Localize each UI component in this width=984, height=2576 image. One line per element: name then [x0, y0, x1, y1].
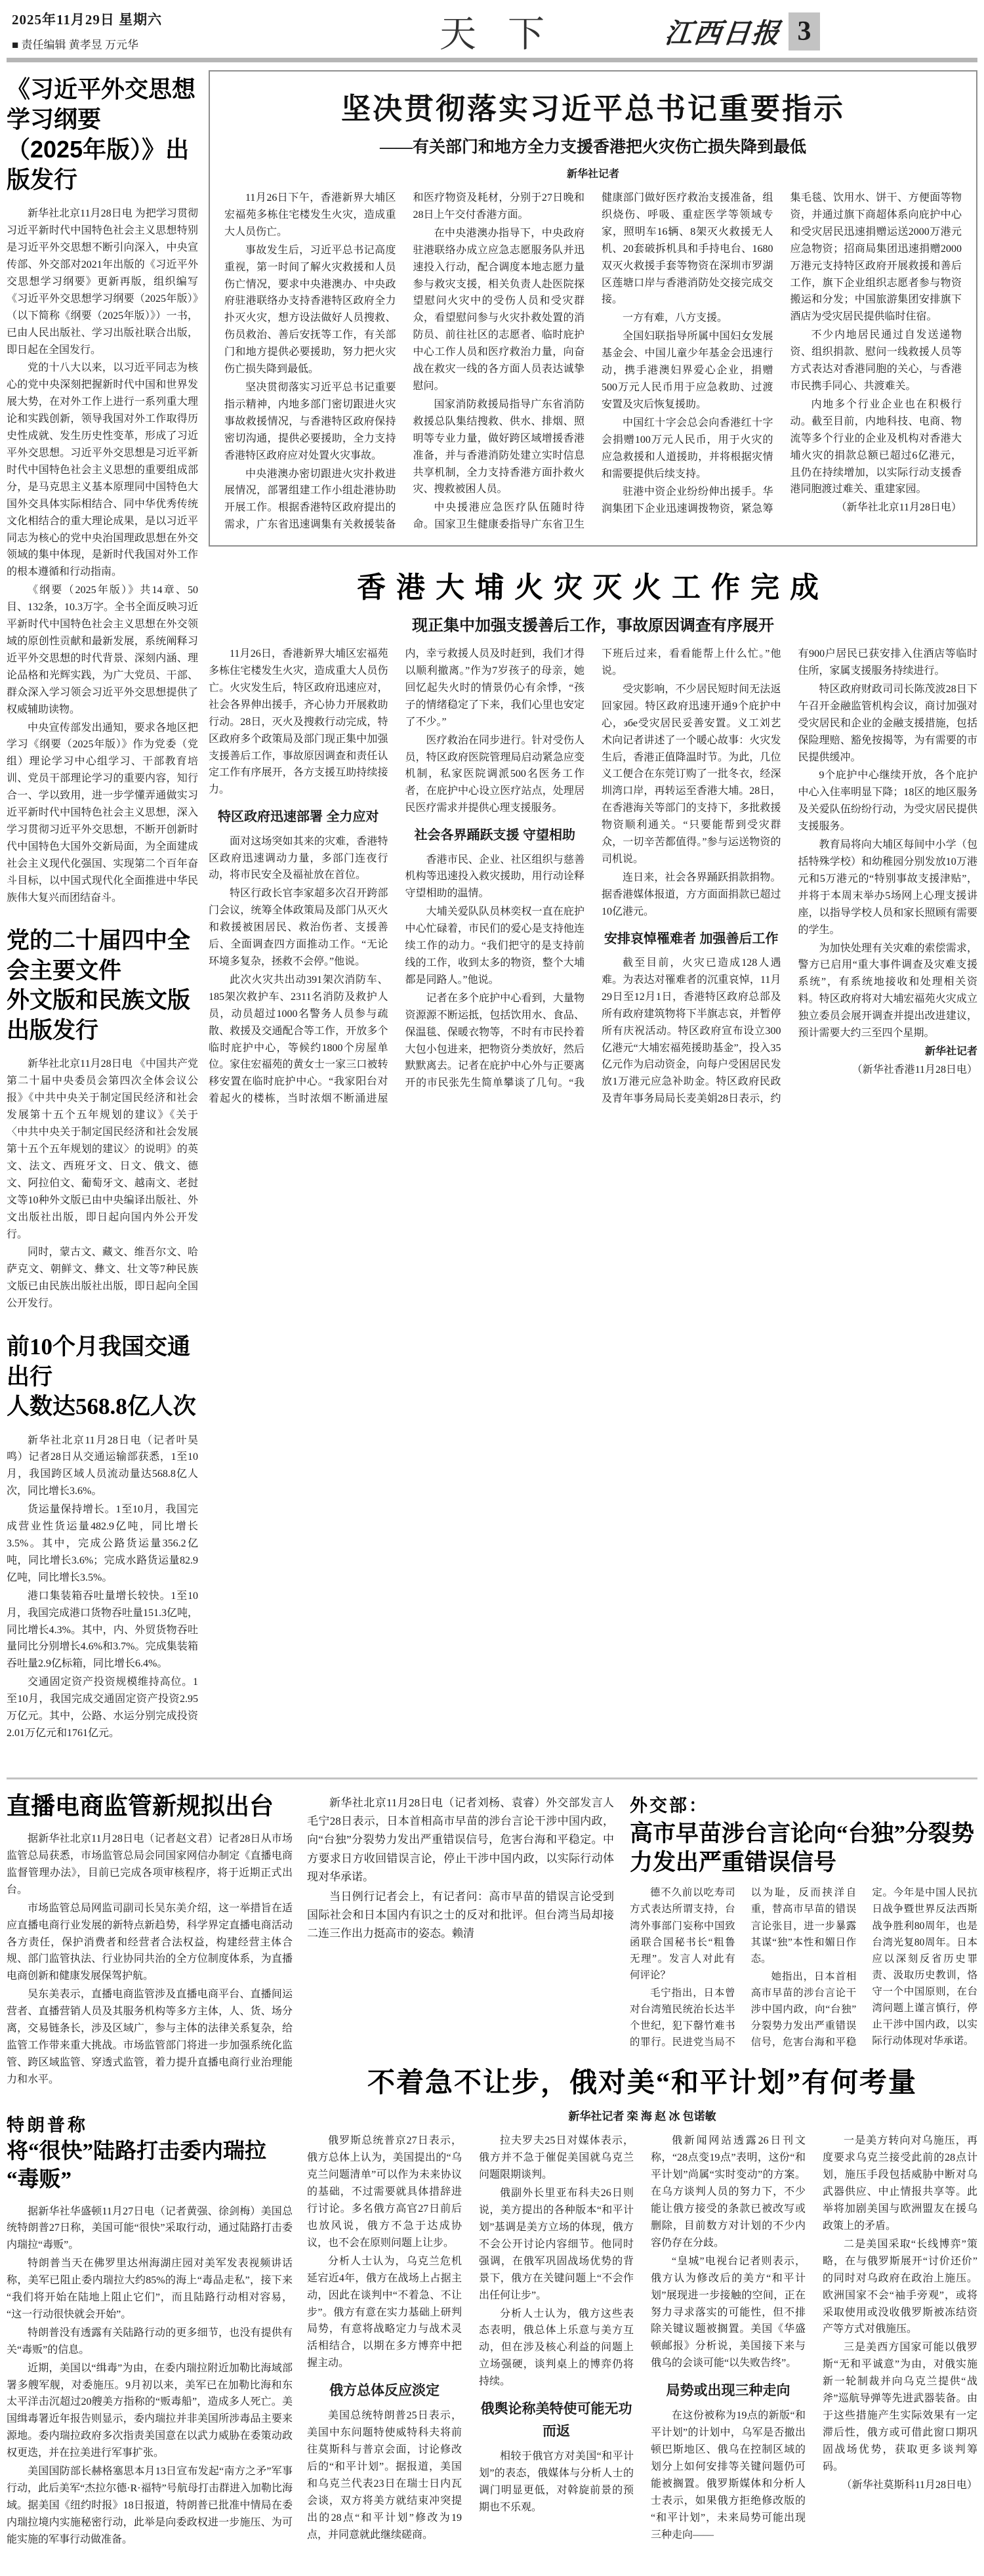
mofa-headline: 高市早苗涉台言论向“台独”分裂势力发出严重错误信号 [630, 1820, 975, 1875]
article-body [307, 2132, 977, 2543]
article-headline: 直播电商监管新规拟出台 [7, 1792, 274, 1819]
article-paragraph: 美国总统特朗普25日表示，美国中东问题特使威特科夫将前往莫斯科与普京会面，讨论修改后的“和平计划”。据报道，美国和乌克兰代表23日在瑞士日内瓦会谈，双方将美方就结束冲突提出的28点“和平计划”修改为19点，并同意就此继续磋商。 [307, 2410, 462, 2541]
article-transport [7, 1332, 198, 1742]
mofa-lead-column [307, 1791, 614, 2051]
article-paragraph: 新华社北京11月28日电 为把学习贯彻习近平新时代中国特色社会主义思想特别是习近平外交思想不断引向深入，中央宣传部、外交部对2021年出版的《习近平外交思想学习纲要》更新再版，组织编写《习近平外交思想学习纲要（2025年版）》（以下简称《纲要（2025年版）》）一书，已由人民出版社、学习出版社联合出版，即日起在全国发行。 [7, 208, 198, 356]
article-paragraph: 香港市民、企业、社区组织与慈善机构等迅速投入救灾援助，用行动诠释守望相助的温情。 [405, 854, 584, 900]
mofa-kicker: 外交部： [630, 1795, 708, 1816]
article-paragraph: 坚决贯彻落实习近平总书记重要指示精神，内地多部门密切跟进火灾事故救援情况，与香港特区政府保持密切沟通，提供必要援助，全力支持香港特区政府应对处置火灾事故。 [224, 381, 396, 461]
headline-line1: 《习近平外交思想学习纲要 [7, 75, 196, 133]
article-body [7, 2203, 293, 2548]
article-russia [307, 2061, 977, 2543]
article-paragraph: 拉夫罗夫25日对媒体表示，俄方并不急于催促美国就乌克兰问题限期谈判。 [479, 2135, 634, 2181]
newspaper-logo: 江西日报 [663, 19, 782, 49]
article-study-outline [7, 74, 198, 906]
article-headline [7, 926, 198, 1045]
article-paragraph: 受灾影响，不少居民短时间无法返回家园。特区政府迅速开通9个庇护中心，збе受灾居民妥善安置。义工刘艺术向记者讲述了一个暖心故事：火灾发生后，香港正值降温时节。为此，几位义工便合在东莞订购了一批冬衣，经深圳湾口岸，再转运至香港大埔。28日，在香港海关等部门的支持下，多批救援物资顺利通关。“只要能帮到受灾群众，一切辛苦都值得。”参与运送物资的司机说。 [602, 683, 781, 865]
hk-headline: 香港大埔火灾灭火工作完成 [357, 571, 829, 604]
article-paragraph: 一方有难，八方支援。 [623, 312, 728, 324]
article-paragraph: 同时，蒙古文、藏文、维吾尔文、哈萨克文、朝鲜文、彝文、壮文等7种民族文版已由民族出版社出版，即日起向全国公开发行。 [7, 1247, 198, 1310]
article-paragraph: 吴东美表示，直播电商监管涉及直播电商平台、直播间运营者、直播营销人员及其服务机构等多方主体，人、货、场分离，交易链条长，涉及区域广，参与主体的法律关系复杂，给监管工作带来重大挑战。市场监管部门将进一步加强系统化监管、跨区域监管、穿透式监管，着力提升直播电商行业治理能力和水平。 [7, 1989, 293, 2085]
article-paragraph: 分析人士认为，乌克兰危机延宕近4年，俄方在战场上占据主动，因此在谈判中“不着急、不让步”。俄方有意在实力基础上研判局势，有意将战略定力与战术灵活相结合，以期在多方博弈中把握主动。 [307, 2255, 462, 2369]
article-body [224, 190, 962, 533]
main-subtitle: ——有关部门和地方全力支援香港把火灾伤亡损失降到最低 [379, 138, 806, 156]
article-subhead: 局势或出现三种走向 [666, 2383, 790, 2399]
article-headline [7, 74, 198, 195]
russia-headline: 不着急不让步，俄对美“和平计划”有何考量 [367, 2068, 917, 2099]
header-divider [7, 58, 977, 62]
article-paragraph: 截至目前，火灾已造成128人遇难。为表达对罹难者的沉重哀悼，11月29日至12月1日，香港特区政府总部及所有政府建筑物将下半旗志哀，并暂停所有庆祝活动。特区政府宣布设立300亿港元“大埔宏福苑援助基金”，投入35亿元作为启动资金，向每户受困居民发放1万港元应急补助金。特区政府民政及青年事务局局长麦美娟28日表示，约有900户居民已获安排入住酒店等临时住所，家属支援服务持续进行。 [602, 648, 977, 1105]
article-body [7, 1056, 198, 1312]
article-paragraph: 相较于俄官方对美国“和平计划”的表态，俄媒体与分析人士的调门明显更低，对斡旋前景的预期也不乐观。 [479, 2451, 634, 2513]
article-paragraph: 9个庇护中心继续开放，各个庇护中心入住率明显下降；18区的地区服务及关爱队伍纷纷行动，为受灾居民提供支援服务。 [798, 770, 977, 833]
page-number-badge: 3 [789, 12, 820, 51]
article-plenum-docs [7, 926, 198, 1312]
article-paragraph: 《纲要（2025年版）》共14章、50目、132条，10.3万字。全书全面反映习近平新时代中国特色社会主义思想在外交领域的原创性贡献和最新发展，系统阐释习近平外交思想的时代背景、深刻内涵、理论品格和光辉实践，为广大党员、干部、群众深入学习领会习近平外交思想提供了权威辅助读物。 [7, 585, 199, 715]
article-mofa [307, 1791, 977, 2051]
article-paragraph: 驻港中资企业纷纷伸出援手。华润集团下企业迅速调拨物资，紧急筹集毛毯、饮用水、饼干、方便面等物资，并通过旗下商超体系向庇护中心和受灾居民迅速捐赠运送2000万港元应急物资；招商局集团迅速捐赠2000万港元支持特区政府开展救援和善后工作，旗下企业组织志愿者参与物资搬运和分发；中国旅游集团安排旗下酒店为受灾居民提供临时住宿。 [602, 192, 962, 515]
page-header [7, 5, 977, 56]
article-body [7, 205, 198, 906]
article-paragraph: 近期，美国以“缉毒”为由，在委内瑞拉附近加勒比海域部署多艘军舰，对委施压。9月初以来，美军已在加勒比海和东太平洋击沉超过20艘美方指称的“贩毒船”，造成多人死亡。美国缉毒署近年报告则显示，委内瑞拉并非美国所涉毒品主要来源地。委内瑞拉政府多次指责美国意在以武力威胁在委策动政权更迭，并在拉美进行军事扩张。 [7, 2362, 293, 2459]
article-paragraph: 货运量保持增长。1至10月，我国完成营业性货运量482.9亿吨，同比增长3.5%。其中，完成公路货运量356.2亿吨，同比增长3.6%；完成水路货运量82.9亿吨，同比增长3.5%。 [7, 1504, 198, 1583]
article-paragraph: 中央援港应急医疗队伍随时待命。国家卫生健康委指导广东省卫生健康部门做好医疗救治支援准备，组织烧伤、呼吸、重症医学等领域专家，照明车16辆、8架灭火救援无人机、20套破拆机具和手持电台、1680双灭火救援手套等物资在深圳市罗湖区莲塘口岸与香港消防处交接完成交接。 [413, 192, 773, 531]
article-headline: 将“很快”陆路打击委内瑞拉“毒贩” [7, 2139, 266, 2192]
date-line: 2025年11月29日 星期六 [12, 12, 163, 28]
article-body [7, 1831, 293, 2088]
article-paragraph: 在中央港澳办指导下，中央政府驻港联络办成立应急志愿服务队并迅速投入行动，配合调度本地志愿力量参与救灾支援，相关负责人赴医院探望慰问火灾中的受伤人员和受灾群众，看望慰问参与火灾扑救处置的消防员、前往社区的志愿者、临时庇护中心工作人员和医疗救治力量，向奋战在救灾一线的各方面人员表达诚挚慰问。 [413, 227, 584, 392]
dateline: （新华社香港11月28日电） [851, 1064, 977, 1075]
article-paragraph: 为加快处理有关灾难的索偿需求，警方已启用“重大事件调查及灾难支援系统”，有系统地接收和处理相关资料。特区政府将对大埔宏福苑火灾成立独立委员会展开调查并提出改进建议，预计需要大约三至四个星期。 [798, 942, 977, 1039]
article-body [7, 1432, 198, 1742]
article-paragraph: 特区政府财政司司长陈茂波28日下午召开金融监管机构会议，商讨加强对受灾居民和企业的金融支援措施，包括保险理赔、豁免按揭等，为有需要的市民提供缓冲。 [798, 683, 977, 763]
article-paragraph: 三是美西方国家可能以俄罗斯“无和平诚意”为由，对俄实施新一轮制裁并向乌克兰提供“战斧”巡航导弹等先进武器装备。由于这些措施产生实际效果有一定滞后性，俄方或可借此窗口期巩固战场优势，获取更多谈判筹码。 [823, 2342, 977, 2472]
headline-line2: 人数达568.8亿人次 [7, 1394, 196, 1420]
article-paragraph: 特朗普没有透露有关陆路行动的更多细节，也没有提供有关“毒贩”的信息。 [7, 2327, 293, 2356]
article-paragraph: 国家消防救援局指导广东省消防救援总队集结搜救、供水、排烟、照明等专业力量，做好跨区域增援香港准备，并与香港消防处建立实时信息共享机制，全力支持香港方面扑救火灾、搜救被困人员。 [413, 398, 584, 495]
article-paragraph: 据新华社华盛顿11月27日电（记者黄强、徐剑梅）美国总统特朗普27日称，美国可能“很快”采取行动，通过陆路打击委内瑞拉“毒贩”。 [7, 2205, 293, 2251]
article-paragraph: 特朗普当天在佛罗里达州海湖庄园对美军发表视频讲话称，美军已阻止委内瑞拉大约85%的海上“毒品走私”，接下来“我们将开始在陆地上阻止它们”，而且陆路行动相对容易，“这一行动很快就会开始”。 [7, 2258, 293, 2320]
article-paragraph: 美国国防部长赫格塞思本月13日宣布发起“南方之矛”军事行动，此后美军“杰拉尔德·R·福特”号航母打击群进入加勒比海域。据美国《纽约时报》18日报道，特朗普已批准中情局在委内瑞拉境内实施秘密行动，此举是向委政权进一步施压、为可能实施的军事行动做准备。 [7, 2466, 293, 2545]
bottom-left-rail [7, 1791, 293, 2571]
article-paragraph: 新华社记者 [924, 1045, 977, 1057]
article-paragraph: 中央港澳办密切跟进火灾扑救进展情况，部署组建工作小组赴港协助开展工作。根据香港特区政府提出的需求，广东省迅速调集有关救援装备和医疗物资及耗材，分别于27日晚和28日上午交付香港方面。 [224, 192, 584, 531]
article-paragraph: 分析人士认为，俄方这些表态表明，俄总体上乐意与美方互动，但在涉及核心利益的问题上立场强硬，谈判桌上的博弈仍将持续。 [479, 2308, 634, 2388]
mofa-headline-block [630, 1791, 977, 2051]
article-body [630, 1884, 977, 2050]
hk-subtitle: 现正集中加强支援善后工作，事故原因调查有序展开 [412, 617, 774, 635]
main-headline: 坚决贯彻落实习近平总书记重要指示 [340, 92, 845, 125]
article-subhead: 安排哀悼罹难者 加强善后工作 [604, 931, 779, 946]
article-paragraph: 俄罗斯总统普京27日表示，俄方总体上认为，美国提出的“乌克兰问题清单”可以作为未来协议的基础，不过需要就具体措辞进行讨论。多名俄方高官27日前后也放风说，俄方不急于达成协议，也不会在原则问题上让步。 [307, 2135, 462, 2249]
main-byline: 新华社记者 [566, 169, 619, 180]
article-paragraph: 教育局将向大埔区每间中小学（包括特殊学校）和幼稚园分别发放10万港元和5万港元的“特别事故支援津贴”，并将于本周末举办5场网上心理支援讲座，以指导学校人员和家长照顾有需要的学生。 [798, 839, 977, 936]
article-trump [7, 2111, 293, 2548]
article-paragraph: 面对这场突如其来的灾难，香港特区政府迅速调动力量，多部门连夜行动，将市民安全及福祉放在首位。 [209, 835, 388, 881]
left-rail [7, 70, 198, 1762]
article-paragraph: 大埔关爱队队员林奕权一直在庇护中心忙碌着，市民们的爱心是支持他连续工作的动力。“我们把守的是支持前线的工作，收到太多的物资，整个大埔都是同路人。”他说。 [405, 906, 584, 986]
article-paragraph: 内地多个行业企业也在积极行动。截至目前，内地科技、电商、物流等多个行业的企业及机构对香港大埔火灾的捐款总额已超过6亿港元，且仍在持续增加，以实际行动支援香港同胞渡过难关、重建家园。 [790, 398, 962, 495]
article-body [209, 646, 977, 1108]
lower-region [7, 1791, 977, 2571]
dateline: （新华社莫斯科11月28日电） [841, 2479, 977, 2491]
article-paragraph: 俄新闻网站透露26日刊文称，“28点变19点”表明，这份“和平计划”尚属“实时变动”的方案。在乌方谈判人员的努力下，不少能让俄方接受的条款已被改写或删除，目前数方对计划的不少内容仍存在分歧。 [651, 2135, 806, 2249]
article-paragraph: 特区行政长官李家超多次召开跨部门会议，统筹全体政策局及部门从灭火和救援被困居民、救治伤者、支援善后、全面调查四方面推动工作。“无论环境多复杂，拯救不会停。”他说。 [209, 888, 388, 968]
headline-line2: 外文版和民族文版出版发行 [7, 987, 191, 1043]
article-paragraph: 新华社北京11月28日电 《中国共产党第二十届中央委员会第四次全体会议公报》《中共中央关于制定国民经济和社会发展第十五个五年规划的建议》《关于〈中共中央关于制定国民经济和社会发展第十五个五年规划的建议〉的说明》的英文、法文、西班牙文、日文、俄文、德文、阿拉伯文、葡萄牙文、越南文、老挝文等10种外文版已由中央编译出版社、外文出版社出版，即日起向国内外公开发行。 [7, 1058, 198, 1240]
russia-byline: 新华社记者 栾 海 赵 冰 包诺敏 [568, 2110, 716, 2123]
article-paragraph: 当日例行记者会上，有记者问：高市早苗的错误言论受到国际社会和日本国内有识之士的反对和批评。但台湾当局却接二连三作出力挺高市的姿态。赖清 [307, 1890, 614, 1940]
article-livestream [7, 1791, 293, 2088]
article-paragraph: 新华社北京11月28日电（记者叶昊鸣）记者28日从交通运输部获悉，1至10月，我国跨区域人员流动量达568.8亿人次，同比增长3.6%。 [7, 1434, 198, 1497]
article-subhead: 俄舆论称美特使可能无功而返 [480, 2401, 632, 2440]
article-paragraph: 全国妇联指导所属中国妇女发展基金会、中国儿童少年基金会迅速行动，携手港澳妇界爱心企业，捐赠500万元人民币用于应急救助、过渡安置及灾后恢复援助。 [602, 331, 773, 410]
headline-line1: 党的二十届四中全会主要文件 [7, 928, 191, 984]
article-paragraph: 中央宣传部发出通知，要求各地区把学习《纲要（2025年版）》作为党委（党组）理论学习中心组学习、干部教育培训、党员干部理论学习的重要内容，知行合一、学以致用，进一步学懂弄通做实习近平新时代中国特色社会主义思想，深入学习贯彻习近平外交思想，不断开创新时代中国特色大国外交新局面，为全面建成社会主义现代化强国、实现第二个百年奋斗目标，以中国式现代化全面推进中华民族伟大复兴而团结奋斗。 [7, 722, 198, 904]
article-paragraph: 此次火灾共出动391架次消防车、185架次救护车、2311名消防及救护人员，动员超过1000名警务人员参与疏散、救援及交通配合等工作，开放多个临时庇护中心，等候约1800个房屋单位。家住宏福苑的黄女士一家三口被转移安置在临时庇护中心。“我家阳台对着起火的楼栋，当时浓烟不断涌进屋内，幸亏救援人员及时赶到，我们才得以顺利撤离。”作为7岁孩子的母亲，她回忆起失火时的情景仍心有余悸，“孩子的情绪稳定了下来，我们心里也安定了不少。” [209, 648, 584, 1105]
dateline: （新华社北京11月28日电） [836, 502, 962, 514]
article-paragraph: 俄副外长里亚布科夫26日则说，美方提出的各种版本“和平计划”基调是美方立场的体现，俄方不会公开讨论内容细节。他同时强调，在俄军巩固战场优势的背景下，俄方在关键问题上“不会作出任何让步”。 [479, 2188, 634, 2301]
article-paragraph: 一是美方转向对乌施压，再度要求乌克兰接受此前的28点计划，施压手段包括威胁中断对乌武器供应、中止情报共享等。此举将加剧美国与欧洲盟友在援乌政策上的矛盾。 [823, 2135, 977, 2232]
header-right [665, 12, 820, 51]
article-paragraph: 医疗救治在同步进行。针对受伤人员，特区政府医院管理局启动紧急应变机制，私家医院调派500名医务工作者，在庇护中心设立医疗站点，处理居民医疗需求并提供心理支援服务。 [405, 734, 584, 814]
article-paragraph: 二是美国采取“长线博弈”策略，在与俄罗斯展开“讨价还价”的同时对乌政府在政治上施压。欧洲国家不会“袖手旁观”，或将采取使用或没收俄罗斯被冻结资产等方式对俄施压。 [823, 2238, 977, 2335]
article-subhead: 社会各界踊跃支援 守望相助 [414, 828, 576, 843]
section-title: 天下 [440, 14, 576, 55]
main-column [209, 70, 977, 1762]
article-paragraph: 11月26日，香港新界大埔区宏福苑多栋住宅楼发生火灾，造成重大人员伤亡。火灾发生后，特区政府迅速应对，社会各界伸出援手，齐心协力开展救助行动。28日，灭火及搜救行动完成，特区政府多个政策局及部门现正集中加强支援善后工作，事故原因调查和责任认定工作有序展开，各方支援互助持续接力。 [209, 648, 388, 796]
article-paragraph: 据新华社北京11月28日电（记者赵文君）记者28日从市场监管总局获悉，市场监管总局会同国家网信办制定《直播电商监督管理办法》，目前已完成各项审核程序，将于近期正式出台。 [7, 1833, 293, 1896]
article-main-story [209, 70, 977, 547]
article-paragraph: 记者在多个庇护中心看到，大量物资源源不断运抵，包括饮用水、食品、保温毯、保暖衣物等，不时有市民拎着大包小包进来，把物资分类放好，然后默默离去。记者在庇护中心外与正要离开的市民张先生简单攀谈了几句。“我下班后过来，看看能帮上什么忙。”他说。 [405, 648, 781, 1089]
article-paragraph: 毛宁指出，日本曾对台湾殖民统治长达半个世纪，犯下罄竹难书的罪行。民进党当局不以为耻，反而挟洋自重，替高市早苗的错误言论张目，进一步暴露其谋“独”本性和媚日作态。 [630, 1887, 857, 2048]
upper-region [7, 70, 977, 1762]
headline-line2: （2025年版）》出版发行 [7, 136, 190, 194]
article-paragraph: 港口集装箱吞吐量增长较快。1至10月，我国完成港口货物吞吐量151.3亿吨，同比增长4.3%。其中，内、外贸货物吞吐量同比分别增长4.6%和3.7%。完成集装箱吞吐量2.9亿标箱，同比增长6.4%。 [7, 1590, 199, 1670]
section-divider [7, 1777, 977, 1779]
editor-line: ■ 责任编辑 黄孝昱 万元华 [12, 39, 139, 51]
article-paragraph: 党的十八大以来，以习近平同志为核心的党中央深刻把握新时代中国和世界发展大势，在对外工作上进行一系列重大理论和实践创新，领导我国对外工作取得历史性成就、发生历史性变革，形成了习近平外交思想。习近平外交思想是习近平新时代中国特色社会主义思想的重要组成部分，是马克思主义基本原理同中国特色大国外交具体实际相结合、同中华优秀传统文化相结合的重大理论成果，是以习近平同志为核心的党中央治国理政思想在外交领域的集中体现，是新时代我国对外工作的根本遵循和行动指南。 [7, 362, 198, 578]
article-paragraph: 德不久前以吃寿司方式表达所谓支持，台湾外事部门妄称中国致函联合国秘书长“粗鲁无理”。发言人对此有何评论？ [630, 1887, 735, 1981]
bottom-right-region [307, 1791, 977, 2571]
article-paragraph: 新华社北京11月28日电（记者刘杨、袁睿）外交部发言人毛宁28日表示，日本首相高市早苗的涉台言论干涉中国内政，向“台独”分裂势力发出严重错误信号，危害台海和平稳定。中方要求日方收回错误言论，停止干涉中国内政，以实际行动体现对华承诺。 [307, 1796, 614, 1883]
article-paragraph: 事故发生后，习近平总书记高度重视，第一时间了解火灾救援和人员伤亡情况，要求中央港澳办、中央政府驻港联络办支持香港特区政府全力扑灭火灾，想方设法做好人员搜救、伤员救治、善后安抚等工作，有关部门和地方提供必要援助，努力把火灾伤亡损失降到最低。 [224, 244, 396, 375]
article-paragraph: 中国红十字会总会向香港红十字会捐赠100万元人民币，用于火灾的应急救援和人道援助，并将根据灾情和需要提供后续支持。 [602, 417, 773, 480]
article-paragraph: 交通固定资产投资规模维持高位。1至10月，我国完成交通固定资产投资2.95万亿元。其中，公路、水运分别完成投资2.01万亿元和1761亿元。 [7, 1676, 198, 1739]
article-hk-fire [209, 564, 977, 1108]
article-subhead: 俄方总体反应淡定 [329, 2383, 440, 2399]
article-paragraph: 市场监管总局网监司副司长吴东美介绍，这一举措旨在适应直播电商行业发展的新特点新趋势，科学界定直播电商活动各方责任，保护消费者和经营者合法权益，构建经营主体合规、部门监管执法、行业协同共治的全方位制度体系，为直播电商创新和健康发展保驾护航。 [7, 1902, 293, 1982]
article-paragraph: 连日来，社会各界踊跃捐款捐物。据香港媒体报道，方方面面捐款已超过10亿港元。 [602, 871, 781, 917]
article-paragraph: 她指出，日本首相高市早苗的涉台言论干涉中国内政，向“台独”分裂势力发出严重错误信号，危害台海和平稳定。今年是中国人民抗日战争暨世界反法西斯战争胜利80周年，也是台湾光复80周年。日本应以深刻反省历史罪责、汲取历史教训，恪守一个中国原则，在台湾问题上谨言慎行，停止干涉中国内政，以实际行动体现对华承诺。 [750, 1887, 977, 2048]
article-kicker: 特朗普称 [7, 2115, 88, 2135]
headline-line1: 前10个月我国交通出行 [7, 1334, 191, 1390]
article-subhead: 特区政府迅速部署 全力应对 [217, 810, 379, 825]
article-paragraph: 在这份被称为19点的新版“和平计划”的计划中，乌军是否撤出顿巴斯地区、俄乌在控制区域的划分上如何安排等关键问题仍可能被搁置。俄罗斯媒体和分析人士表示，如果俄方拒绝修改版的“和平计划”，未来局势可能出现三种走向—— [651, 2410, 806, 2541]
article-paragraph: 不少内地居民通过自发送递物资、组织捐款、慰问一线救援人员等方式表达对香港同胞的关心，与香港市民携手同心、共渡难关。 [790, 329, 962, 392]
article-headline [7, 1332, 198, 1422]
article-paragraph: “皇城”电视台记者则表示，俄方认为修改后的美方“和平计划”展现进一步接触的空间，正在努力寻求落实的可能性，但不排除关键议题被搁置。美国《华盛顿邮报》分析说，美国接下来与俄乌的会谈可能“以失败告终”。 [651, 2255, 806, 2369]
article-paragraph: 11月26日下午，香港新界大埔区宏福苑多栋住宅楼发生火灾，造成重大人员伤亡。 [224, 192, 396, 238]
